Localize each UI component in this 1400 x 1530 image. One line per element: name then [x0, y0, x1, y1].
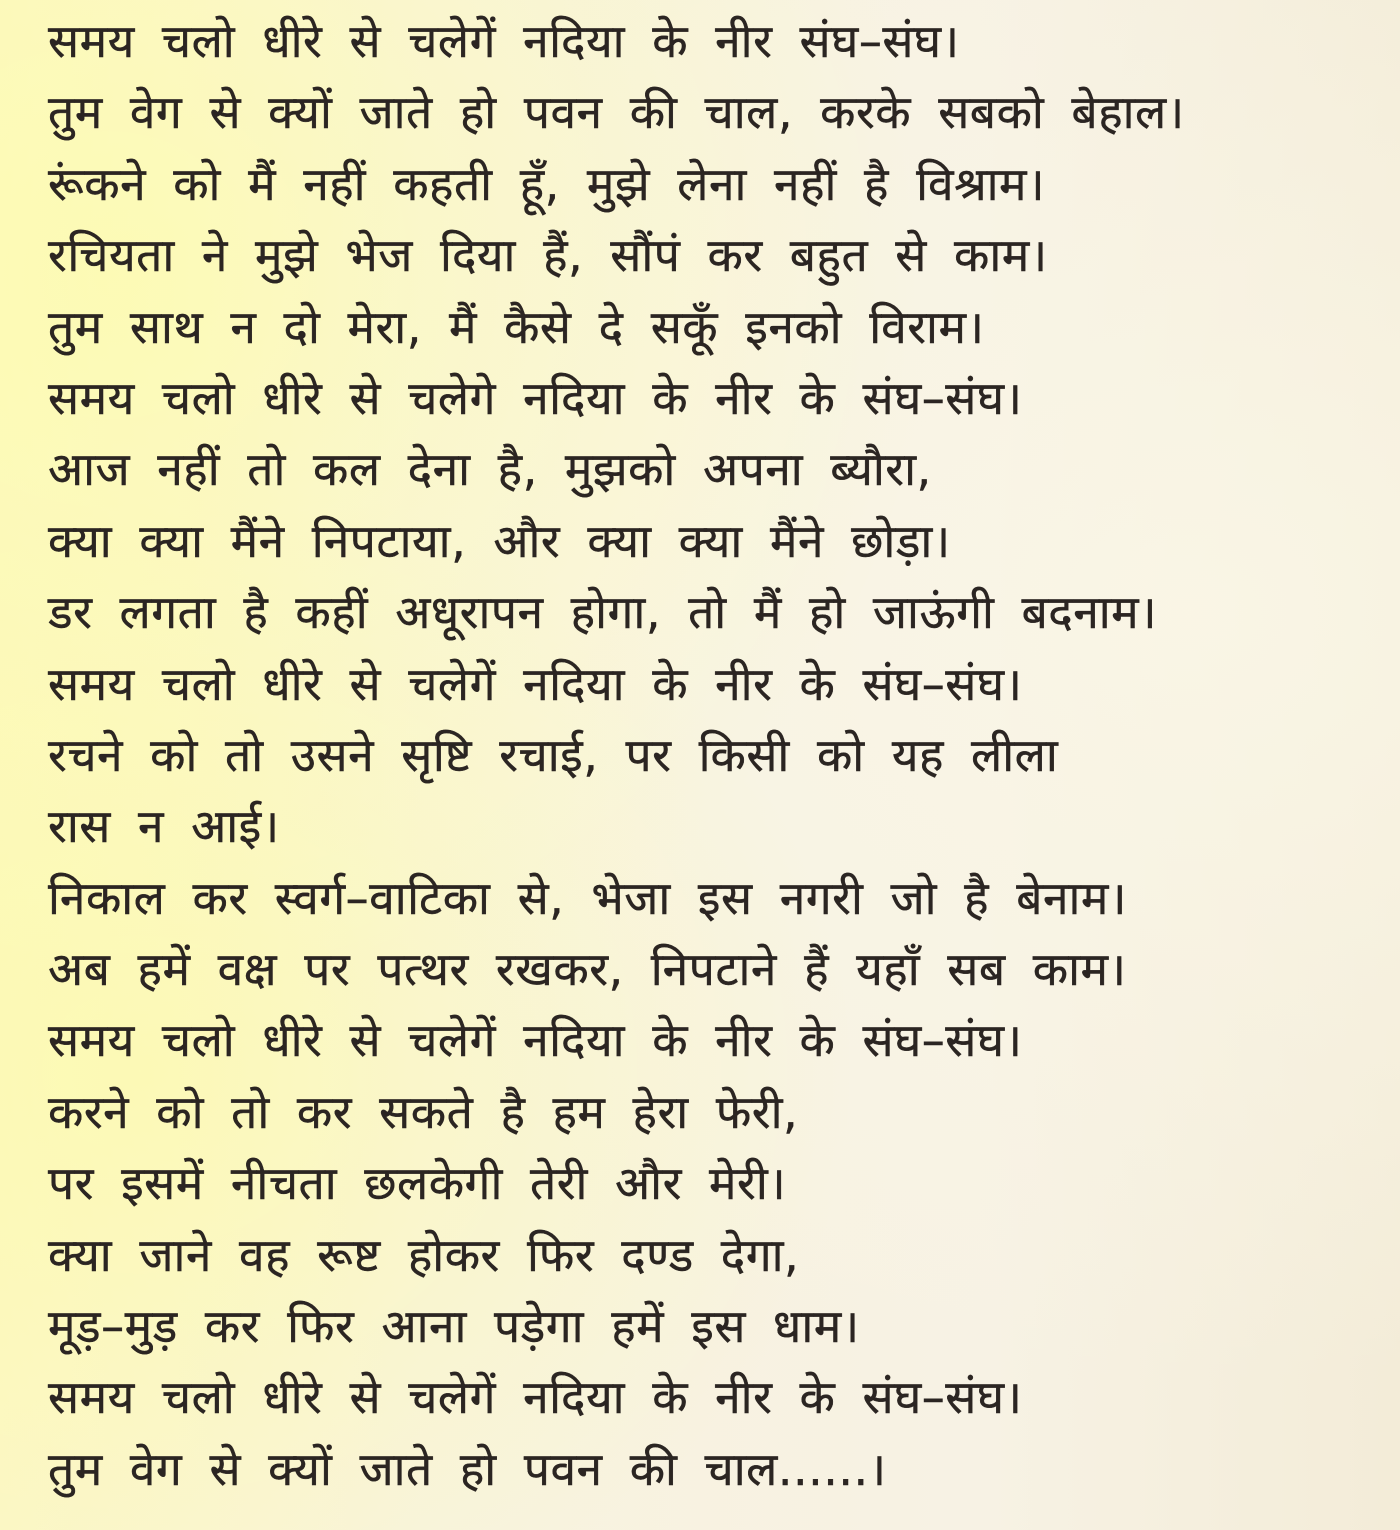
poem-line-13: निकाल कर स्वर्ग–वाटिका से, भेजा इस नगरी जो है बेनाम।: [48, 870, 1127, 925]
poem-line-9: डर लगता है कहीं अधूरापन होगा, तो मैं हो जाऊंगी बदनाम।: [48, 585, 1158, 640]
poem-line-11: रचने को तो उसने सृष्टि रचाई, पर किसी को यह लीला: [48, 727, 1059, 782]
poem-line-17: पर इसमें नीचता छलकेगी तेरी और मेरी।: [48, 1156, 787, 1211]
poem-line-7: आज नहीं तो कल देना है, मुझको अपना ब्यौरा,: [48, 442, 932, 497]
poem-line-1: समय चलो धीरे से चलेगें नदिया के नीर संघ–संघ।: [48, 14, 960, 68]
poem-line-19: मूड़–मुड़ कर फिर आना पड़ेगा हमें इस धाम।: [48, 1299, 860, 1354]
poem-text: [48, 6, 1380, 1505]
poem-line-5: तुम साथ न दो मेरा, मैं कैसे दे सकूँ इनको विराम।: [48, 299, 985, 354]
poem-line-18: क्या जाने वह रूष्ट होकर फिर दण्ड देगा,: [48, 1227, 800, 1282]
poem-line-3: रूंकने को मैं नहीं कहती हूँ, मुझे लेना नहीं है विश्राम।: [48, 156, 1046, 211]
poem-line-14: अब हमें वक्ष पर पत्थर रखकर, निपटाने हैं यहाँ सब काम।: [48, 942, 1127, 997]
poem-line-15: समय चलो धीरे से चलेगें नदिया के नीर के संघ–संघ।: [48, 1013, 1023, 1068]
poem-line-6: समय चलो धीरे से चलेगे नदिया के नीर के संघ–संघ।: [48, 370, 1023, 425]
poem-line-10: समय चलो धीरे से चलेगें नदिया के नीर के संघ–संघ।: [48, 656, 1023, 711]
poem-line-20: समय चलो धीरे से चलेगें नदिया के नीर के संघ–संघ।: [48, 1370, 1023, 1425]
poem-line-12: रास न आई।: [48, 799, 280, 854]
poem-line-2: तुम वेग से क्यों जाते हो पवन की चाल, करके सबको बेहाल।: [48, 85, 1185, 140]
poem-line-21: तुम वेग से क्यों जाते हो पवन की चाल......।: [48, 1441, 887, 1496]
poem-line-16: करने को तो कर सकते है हम हेरा फेरी,: [48, 1084, 799, 1139]
poem-line-4: रचियता ने मुझे भेज दिया हैं, सौंपं कर बहुत से काम।: [48, 228, 1048, 283]
poem-line-8: क्या क्या मैंने निपटाया, और क्या क्या मैंने छोड़ा।: [48, 513, 951, 568]
